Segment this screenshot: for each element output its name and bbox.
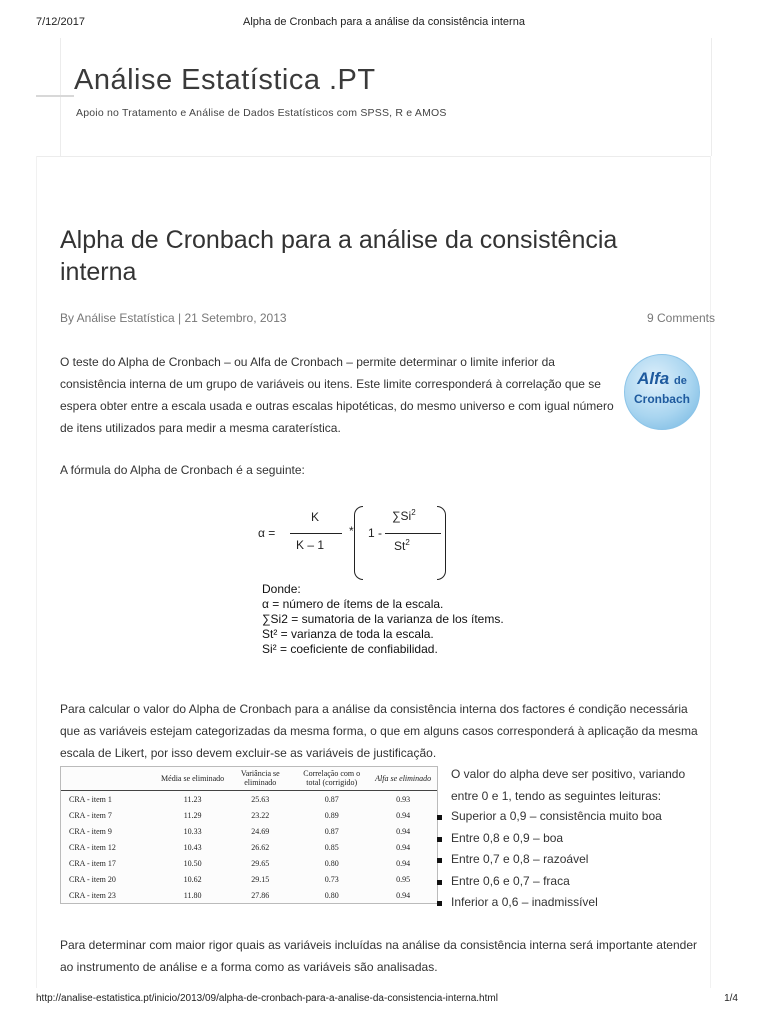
table-cell: 26.62	[251, 842, 270, 852]
table-header: Variância se eliminado	[226, 767, 294, 791]
table-header: Correlação com o total (corrigido)	[294, 767, 369, 791]
legend-line: St² = varianza de toda la escala.	[262, 627, 434, 641]
table-cell: 0.93	[396, 794, 411, 804]
site-tagline: Apoio no Tratamento e Análise de Dados Estatísticos com SPSS, R e AMOS	[76, 107, 447, 119]
table-cell: 11.29	[183, 810, 202, 820]
intro-paragraph: O teste do Alpha de Cronbach – ou Alfa de Cronbach – permite determinar o limite inferior da consistência interna de um grupo de variáveis ou itens. Este limite corresponderá à correlação que se espera obter entre a escala usada e outras escalas hipotéticas, do mesmo universo e com igual número de itens utilizados para medir a mesma caraterística.	[60, 355, 614, 435]
legend-line: ∑Si2 = sumatoria de la varianza de los ítems.	[262, 612, 504, 626]
formula-intro: A fórmula do Alpha de Cronbach é a seguinte:	[60, 463, 305, 477]
item-statistics-table	[60, 766, 438, 904]
table-cell: 27.86	[251, 890, 270, 900]
content-border-left	[36, 156, 37, 988]
table-cell: 23.22	[251, 810, 270, 820]
formula-paren-left	[354, 506, 363, 580]
table-cell: 0.87	[324, 826, 339, 836]
list-item: Superior a 0,9 – consistência muito boa	[437, 806, 712, 828]
table-header-row	[61, 767, 437, 791]
table-cell: 24.69	[251, 826, 270, 836]
table-row-label: CRA - item 20	[69, 874, 116, 884]
print-url: http://analise-estatistica.pt/inicio/2013/09/alpha-de-cronbach-para-a-analise-da-consistencia-interna.html	[36, 993, 498, 1004]
table-row	[61, 855, 437, 871]
table-row	[61, 823, 437, 839]
list-item: Entre 0,6 e 0,7 – fraca	[437, 871, 712, 893]
cronbach-formula	[258, 504, 458, 584]
print-page-number: 1/4	[724, 993, 738, 1004]
table-row	[61, 807, 437, 823]
post-meta: By Análise Estatística | 21 Setembro, 2013	[60, 311, 287, 325]
formula-sum-si-exp: 2	[411, 508, 416, 517]
table-cell: 10.50	[183, 858, 202, 868]
list-item: Inferior a 0,6 – inadmissível	[437, 892, 712, 914]
formula-fraction-bar	[290, 533, 342, 534]
table-row	[61, 791, 437, 808]
table-cell: 0.87	[324, 794, 339, 804]
table-row-label: CRA - item 17	[69, 858, 116, 868]
legend-line: Donde:	[262, 582, 301, 596]
table-cell: 0.89	[324, 810, 339, 820]
table-row	[61, 871, 437, 887]
table-row-label: CRA - item 9	[69, 826, 112, 836]
table-cell: 0.94	[396, 826, 411, 836]
comments-link[interactable]: 9 Comments	[646, 311, 715, 325]
legend-line: α = número de ítems de la escala.	[262, 597, 444, 611]
formula-st	[394, 538, 410, 553]
formula-st-exp: 2	[405, 538, 410, 547]
formula-paren-right	[437, 506, 446, 580]
badge-alfa-text	[625, 369, 699, 389]
table-row-label: CRA - item 23	[69, 890, 116, 900]
table-cell: 0.80	[324, 890, 339, 900]
badge-de: de	[674, 375, 687, 387]
table-row	[61, 839, 437, 855]
table-cell: 0.94	[396, 890, 411, 900]
formula-st-text: St	[394, 539, 406, 553]
header-accent-line	[36, 95, 74, 97]
table-header	[61, 767, 159, 791]
table-cell: 25.63	[251, 794, 270, 804]
table-cell: 0.85	[324, 842, 339, 852]
calculation-paragraph: Para calcular o valor do Alpha de Cronbach para a análise da consistência interna dos factores é condição necessária que as variáveis estejam categorizadas da mesma forma, o que em alguns casos corresponderá à aplicação da mesma escala de Likert, por isso devem excluir-se as variáveis de justificação.	[60, 702, 698, 760]
formula-numerator: K	[311, 510, 320, 524]
readings-intro: O valor do alpha deve ser positivo, variando entre 0 e 1, tendo as seguintes leituras:	[451, 767, 686, 803]
list-item: Entre 0,7 e 0,8 – razoável	[437, 849, 712, 871]
badge-alfa: Alfa	[637, 369, 670, 388]
table-cell: 11.80	[183, 890, 202, 900]
table-cell: 0.94	[396, 858, 411, 868]
table-cell: 11.23	[183, 794, 202, 804]
formula-multiply: *	[349, 524, 354, 538]
table-cell: 0.94	[396, 810, 411, 820]
formula-denominator: K – 1	[296, 538, 325, 552]
table-cell: 0.95	[396, 874, 411, 884]
list-item: Entre 0,8 e 0,9 – boa	[437, 828, 712, 850]
formula-sum-si	[392, 508, 416, 523]
formula-legend	[262, 582, 504, 657]
table-row-label: CRA - item 1	[69, 794, 112, 804]
post-title: Alpha de Cronbach para a análise da consistência interna	[60, 226, 618, 286]
formula-sum-si-text: ∑Si	[392, 509, 412, 523]
table-header: Alfa se eliminado	[369, 767, 437, 791]
table-cell: 10.43	[183, 842, 202, 852]
table-header: Média se eliminado	[159, 767, 227, 791]
closing-paragraph: Para determinar com maior rigor quais as variáveis incluídas na análise da consistência interna será importante atender ao instrumento de análise e a forma como as variáveis são analisadas.	[60, 938, 697, 974]
readings-list	[437, 806, 712, 914]
print-title: Alpha de Cronbach para a análise da consistência interna	[243, 16, 525, 28]
table-cell: 10.62	[183, 874, 202, 884]
header-frame	[60, 38, 712, 156]
alfa-cronbach-badge	[624, 354, 700, 430]
legend-line: Si² = coeficiente de confiabilidad.	[262, 642, 438, 656]
site-title[interactable]: Análise Estatística .PT	[74, 64, 376, 96]
formula-alpha: α =	[258, 526, 276, 540]
table-cell: 10.33	[183, 826, 202, 836]
formula-fraction-bar-2	[385, 533, 441, 534]
table-cell: 0.73	[324, 874, 339, 884]
table-row-label: CRA - item 7	[69, 810, 112, 820]
print-date: 7/12/2017	[36, 16, 85, 28]
badge-cronbach: Cronbach	[633, 392, 690, 406]
formula-one-minus: 1 -	[368, 526, 383, 540]
table-cell: 0.94	[396, 842, 411, 852]
table-cell: 29.15	[251, 874, 270, 884]
table-row-label: CRA - item 12	[69, 842, 116, 852]
table-row	[61, 887, 437, 903]
table-cell: 29.65	[251, 858, 270, 868]
table-cell: 0.80	[324, 858, 339, 868]
header-divider	[36, 156, 710, 157]
